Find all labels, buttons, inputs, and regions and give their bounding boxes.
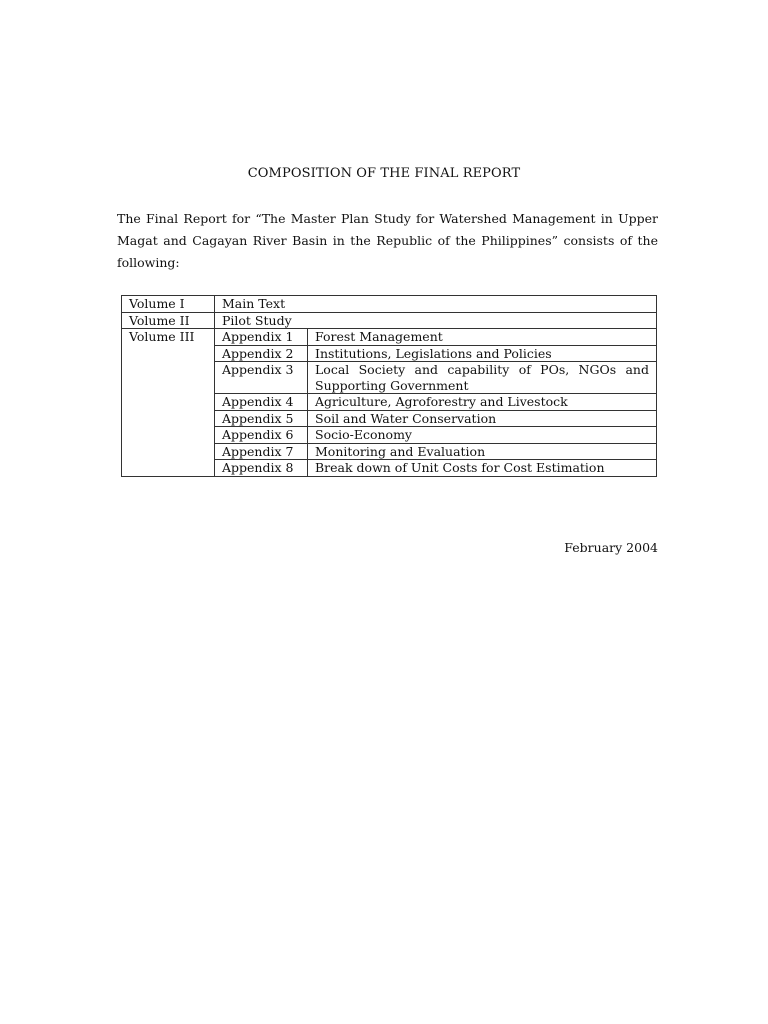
intro-line-1: The Final Report for “The Master Plan Study for Watershed Management in Upper	[117, 211, 658, 226]
table-row	[122, 312, 657, 329]
part-cell: Main Text	[215, 296, 657, 313]
table-row	[122, 394, 657, 411]
volume-cell-empty	[122, 345, 215, 362]
appendix-title-cell: Local Society and capability of POs, NGOs and Supporting Government	[308, 362, 657, 394]
intro-line-2: Magat and Cagayan River Basin in the Republic of the Philippines” consists of the	[117, 233, 658, 248]
table-row	[122, 296, 657, 313]
part-cell: Pilot Study	[215, 312, 657, 329]
table-row	[122, 362, 657, 394]
table-row	[122, 345, 657, 362]
volume-cell-empty	[122, 443, 215, 460]
volume-cell: Volume III	[122, 329, 215, 346]
table-row	[122, 427, 657, 444]
volume-cell-empty	[122, 410, 215, 427]
report-title: COMPOSITION OF THE FINAL REPORT	[247, 166, 521, 181]
intro-paragraph	[117, 208, 658, 274]
appendix-label-cell: Appendix 2	[215, 345, 308, 362]
appendix-title-cell: Agriculture, Agroforestry and Livestock	[308, 394, 657, 411]
volume-cell: Volume II	[122, 312, 215, 329]
appendix-title-cell: Break down of Unit Costs for Cost Estimation	[308, 460, 657, 477]
appendix-title-cell: Socio-Economy	[308, 427, 657, 444]
volume-cell-empty	[122, 394, 215, 411]
appendix-label-cell: Appendix 1	[215, 329, 308, 346]
appendix-title-cell: Institutions, Legislations and Policies	[308, 345, 657, 362]
appendix-label-cell: Appendix 6	[215, 427, 308, 444]
appendix-label-cell: Appendix 3	[215, 362, 308, 394]
table-row	[122, 329, 657, 346]
appendix-title-cell: Soil and Water Conservation	[308, 410, 657, 427]
appendix-label-cell: Appendix 5	[215, 410, 308, 427]
table-row	[122, 460, 657, 477]
table-row	[122, 443, 657, 460]
volume-cell: Volume I	[122, 296, 215, 313]
volume-cell-empty	[122, 460, 215, 477]
report-date: February 2004	[564, 540, 658, 555]
appendix-label-cell: Appendix 4	[215, 394, 308, 411]
appendix-label-cell: Appendix 8	[215, 460, 308, 477]
composition-table	[121, 295, 657, 477]
volume-cell-empty	[122, 427, 215, 444]
appendix-title-cell: Monitoring and Evaluation	[308, 443, 657, 460]
intro-line-3: following:	[117, 255, 180, 270]
appendix-label-cell: Appendix 7	[215, 443, 308, 460]
table-row	[122, 410, 657, 427]
volume-cell-empty	[122, 362, 215, 394]
appendix-title-cell: Forest Management	[308, 329, 657, 346]
